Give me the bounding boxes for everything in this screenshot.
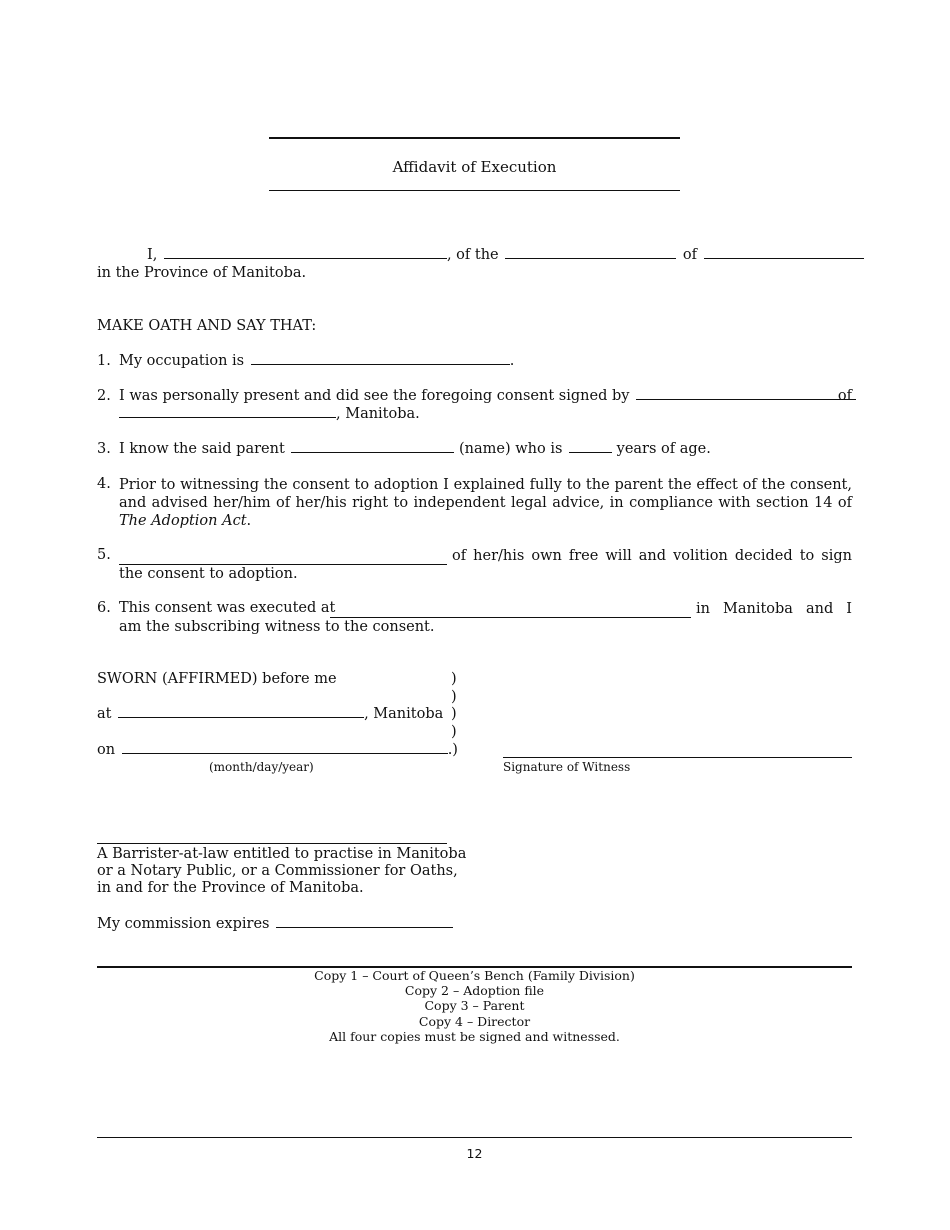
intro-province: in the Province of Manitoba. xyxy=(97,265,307,281)
commission-expiry-field[interactable] xyxy=(276,927,453,928)
copy-line: Copy 3 – Parent xyxy=(424,998,525,1014)
date-hint: (month/day/year) xyxy=(209,760,314,774)
sworn-on-row xyxy=(97,742,458,758)
sworn-manitoba: , Manitoba xyxy=(364,706,444,722)
page-number: 12 xyxy=(466,1146,483,1161)
consent-signer-field[interactable] xyxy=(636,399,856,400)
item-5-number: 5. xyxy=(97,547,111,563)
item-2-of: of xyxy=(837,388,852,404)
intro-i: I, xyxy=(147,247,158,263)
sworn-date-field[interactable] xyxy=(122,753,448,754)
commission-expires-row xyxy=(97,916,453,932)
item-1-end: . xyxy=(509,353,515,369)
intro-of-the: , of the xyxy=(446,247,499,263)
title-bottom-rule xyxy=(269,190,680,191)
sworn-location-field[interactable] xyxy=(118,717,364,718)
parent-name-field[interactable] xyxy=(291,452,454,453)
commissioner-line-1: A Barrister-at-law entitled to practise in Manitoba xyxy=(97,846,467,862)
item-2-line-2 xyxy=(119,406,420,422)
item-4-text: Prior to witnessing the consent to adoption I explained fully to the parent the effect of the consent, and advised her/him of her/his right to independent legal advice, in compliance with section 14 of xyxy=(119,477,852,511)
bracket-3: ) xyxy=(451,706,457,722)
signer-location-field[interactable] xyxy=(119,417,336,418)
item-6-mid: in Manitoba and I am the subscribing witness to the consent. xyxy=(119,601,852,635)
item-6-number: 6. xyxy=(97,600,111,616)
copy-line: Copy 4 – Director xyxy=(418,1013,531,1029)
intro-line xyxy=(97,246,852,264)
item-3-text-c: years of age. xyxy=(616,441,711,457)
parent-age-field[interactable] xyxy=(569,452,612,453)
sworn-on: on xyxy=(97,742,116,758)
occupation-field[interactable] xyxy=(251,364,510,365)
sworn-label: SWORN (AFFIRMED) before me xyxy=(97,671,337,687)
municipality-type-field[interactable] xyxy=(505,258,676,259)
commission-expires-label: My commission expires xyxy=(97,916,270,932)
item-1-text: My occupation is xyxy=(119,353,245,369)
item-1-number: 1. xyxy=(97,353,111,369)
item-4-number: 4. xyxy=(97,476,111,492)
witness-signature-line[interactable] xyxy=(503,757,852,758)
intro-of: of xyxy=(682,247,697,263)
copy-line: Copy 1 – Court of Queen’s Bench (Family Division) xyxy=(314,968,635,983)
copy-line: All four copies must be signed and witnessed. xyxy=(329,1028,620,1044)
commissioner-line-3: in and for the Province of Manitoba. xyxy=(97,880,364,896)
item-5-paragraph xyxy=(119,547,852,583)
bracket-1: ) xyxy=(451,671,457,687)
item-4-act: The Adoption Act xyxy=(119,513,247,529)
item-6-paragraph xyxy=(119,600,852,636)
item-2-end: , Manitoba. xyxy=(336,406,420,422)
page-footer-rule xyxy=(97,1137,852,1138)
commissioner-line-2: or a Notary Public, or a Commissioner for Oaths, xyxy=(97,863,458,879)
item-3 xyxy=(119,441,711,457)
item-2-text: I was personally present and did see the foregoing consent signed by xyxy=(119,388,630,404)
title-top-rule xyxy=(269,137,680,139)
sworn-at: at xyxy=(97,706,112,722)
sworn-on-end: .) xyxy=(447,742,458,758)
page-title: Affidavit of Execution xyxy=(392,158,557,176)
deponent-name-field[interactable] xyxy=(164,258,447,259)
sworn-at-row xyxy=(97,706,443,722)
item-3-number: 3. xyxy=(97,441,111,457)
item-5-text: of her/his own free will and volition decided to sign the consent to adoption. xyxy=(119,548,852,582)
copy-line: Copy 2 – Adoption file xyxy=(404,983,545,999)
oath-heading: MAKE OATH AND SAY THAT: xyxy=(97,318,317,334)
bracket-4: ) xyxy=(451,724,457,740)
item-3-text-a: I know the said parent xyxy=(119,441,285,457)
witness-signature-label: Signature of Witness xyxy=(503,760,631,774)
item-3-text-b: (name) who is xyxy=(459,441,563,457)
item-4-paragraph xyxy=(119,476,852,530)
item-2-line-1 xyxy=(119,388,852,404)
copies-list xyxy=(97,968,852,1044)
item-4-end: . xyxy=(246,513,252,529)
bracket-2: ) xyxy=(451,689,457,705)
municipality-name-field[interactable] xyxy=(704,258,864,259)
item-6-text: This consent was executed at xyxy=(119,600,336,616)
item-2-number: 2. xyxy=(97,388,111,404)
commissioner-signature-line[interactable] xyxy=(97,843,447,844)
item-1 xyxy=(119,353,514,369)
